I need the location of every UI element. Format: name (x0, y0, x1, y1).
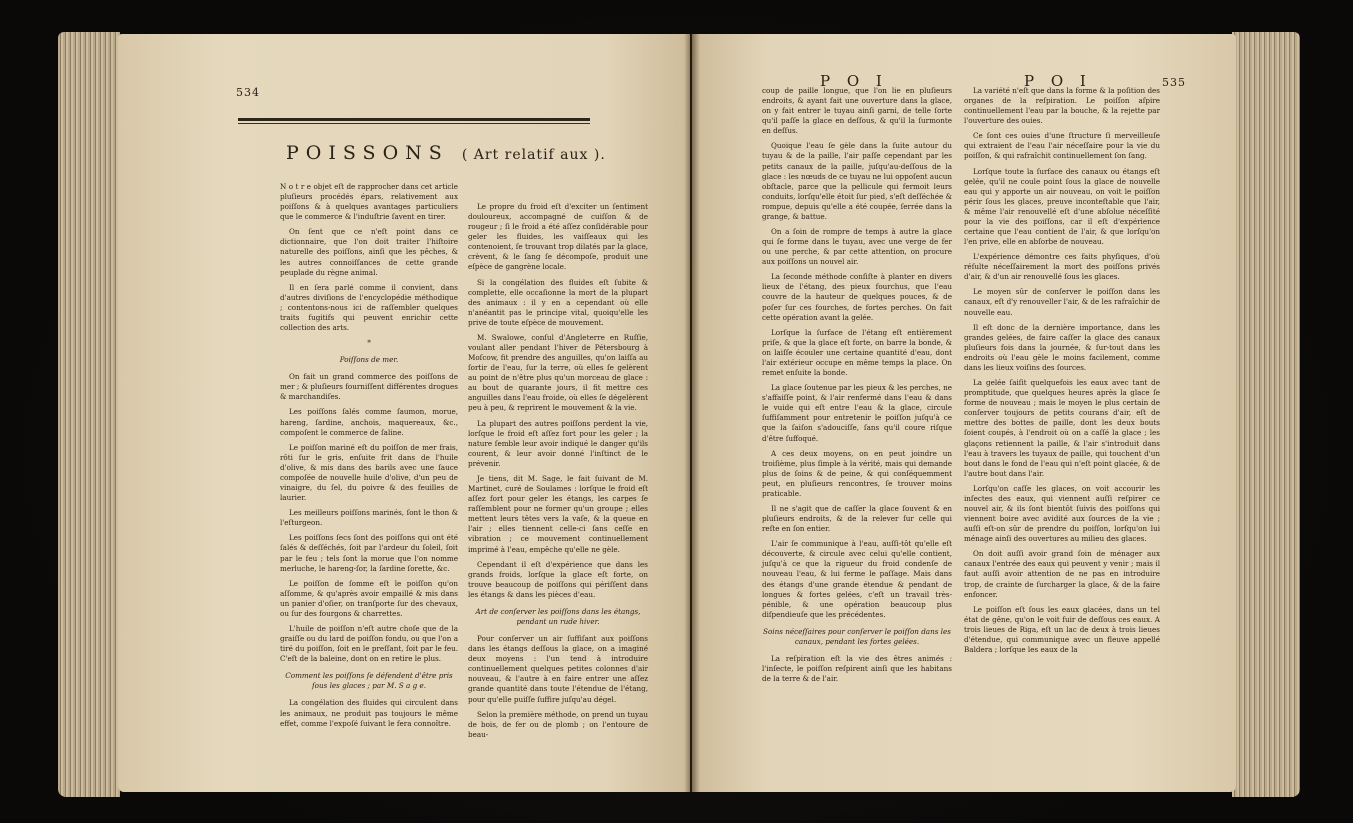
paragraph: Il eſt donc de la dernière importance, dans les grandes gelées, de faire caſſer la glace des canaux pluſieurs fois dans la journée, & ſur-tout dans les endroits où l'eau gèle le moins facilement, comme dans les lieux voiſins des ſources. (964, 322, 1160, 372)
paragraph: On ſent que ce n'eſt point dans ce dictionnaire, que l'on doit traiter l'hiſtoire naturelle des poiſſons, ainſi que les pêches, & les autres connoiſſances de cette grande peuplade du règne animal. (280, 227, 458, 277)
paragraph: Le poiſſon de ſomme eſt le poiſſon qu'on aſſomme, & qu'après avoir empaillé & mis dans un panier d'oſier, on tranſporte ſur des chevaux, ou ſur des fourgons & charrettes. (280, 578, 458, 618)
paragraph: La congélation des fluides qui circulent dans les animaux, ne produit pas toujours le même effet, comme l'expoſé ſuivant le fera connoître. (280, 698, 458, 728)
left-page-edges (58, 32, 120, 797)
right-page (692, 34, 1236, 792)
paragraph: La variété n'eſt que dans la forme & la poſition des organes de la reſpiration. Le poiſſon aſpire continuellement l'eau par la bouche, & la rejette par l'ouverture des ouies. (964, 86, 1160, 126)
paragraph: Les poiſſons ſalés comme ſaumon, morue, hareng, ſardine, anchois, maquereaux, &c., compoſent le commerce de ſaline. (280, 407, 458, 437)
section-heading: Comment les poiſſons ſe défendent d'être pris ſous les glaces ; par M. S a g e. (285, 671, 453, 691)
right-page-edges (1232, 32, 1300, 797)
paragraph: On doit auſſi avoir grand ſoin de ménager aux canaux l'entrée des eaux qui peuvent y venir ; mais il faut auſſi avoir attention de ne pas en introduire trop, de crainte de ſurcharger la glace, & de la faire enfoncer. (964, 549, 1160, 599)
paragraph: La gelée ſaiſit quelquefois les eaux avec tant de promptitude, que quelques heures après la glace ſe forme de nouveau ; mais le moyen le plus certain de conſerver toujours de petits courans d'air, eſt de mettre des bottes de paille, dont les deux bouts ſoient coupés, à l'endroit où on a caſſé la glace ; les glaçons retiennent la paille, & l'air s'introduit dans l'eau à travers les tuyaux de paille, qui touchent d'un bout dans le fond de l'eau qui n'eſt point glacée, & de l'autre bout dans l'air. (964, 378, 1160, 478)
right-page-number: 535 (1162, 76, 1186, 89)
right-column-2 (964, 86, 1160, 660)
paragraph: Il en ſera parlé comme il convient, dans d'autres diviſions de l'encyclopédie méthodique ; contentons-nous ici de raſſembler quelques traits fugitifs qui peuvent enrichir cette collection des arts. (280, 282, 458, 333)
paragraph: A ces deux moyens, on en peut joindre un troiſième, plus ſimple à la vérité, mais qui demande plus de ſoins & de peine, & qui conſéquemment peut, en pluſieurs rencontres, ſe trouver moins praticable. (762, 448, 952, 498)
paragraph: L'air ſe communique à l'eau, auſſi-tôt qu'elle eſt découverte, & circule avec celui qu'elle contient, juſqu'à ce que la rigueur du froid condenſe de nouveau l'eau, & lui ferme le paſſage. Mais dans des étangs d'une grande étendue & pendant de longues & fortes gelées, c'eſt un travail très-pénible, & une opération beaucoup plus diſpendieuſe que les précédentes. (762, 539, 952, 619)
paragraph: Quoique l'eau ſe gèle dans la ſuite autour du tuyau & de la paille, l'air paſſe cependant par les petits canaux de la paille, juſqu'au-deſſous de la glace : les nœuds de ce tuyau ne lui oppoſent aucun obſtacle, parce que la pellicule qui fermoit leurs conduits, lorſqu'elle étoit ſur pied, s'eſt deſſéchée & rompue, depuis qu'elle a été coupée, ſerrée dans la grange, & battue. (762, 141, 952, 221)
paragraph: Il ne s'agit que de caſſer la glace ſouvent & en pluſieurs endroits, & de la relever ſur celle qui reſte en ſon entier. (762, 503, 952, 534)
paragraph: Les poiſſons ſecs ſont des poiſſons qui ont été ſalés & deſſéchés, ſoit par l'ardeur du ſoleil, ſoit par le feu ; tels ſont la morue que l'on nomme merluche, le hareng-ſor, la ſardine ſorette, &c. (280, 533, 458, 573)
running-head-left: P O I (820, 72, 888, 90)
section-heading: Poiſſons de mer. (339, 355, 399, 365)
paragraph: La plupart des autres poiſſons perdent la vie, lorſque le froid eſt aſſez fort pour les geler ; la nature ſemble leur avoir indiqué le danger qu'ils courent, & leur avoir donné l'inſtinct de le prévenir. (468, 418, 648, 468)
title-sub: ( Art relatif aux ). (461, 147, 606, 163)
paragraph: La glace ſoutenue par les pieux & les perches, ne s'affaiſſe point, & l'air renfermé dans l'eau & dans le vuide qui eſt entre l'eau & la glace, circule ſuffiſamment pour entretenir le poiſſon juſqu'à ce que la ſaiſon s'adouciſſe, ſans qu'il coure riſque d'être ſuffoqué. (762, 383, 952, 443)
right-column-1 (762, 86, 952, 689)
paragraph: Selon la première méthode, on prend un tuyau de bois, de fer ou de plomb ; on l'entoure de beau- (468, 709, 648, 739)
paragraph: L'expérience démontre ces faits phyſiques, d'où réſulte néceſſairement la mort des poiſſons privés d'air, & d'un air renouvellé ſous les glaces. (964, 252, 1160, 282)
title-main: POISSONS (286, 142, 449, 164)
paragraph: Lorſque la ſurface de l'étang eſt entièrement priſe, & que la glace eſt forte, on barre la bonde, & on laiſſe écouler une certaine quantité d'eau, dont l'air extérieur occupe en même temps la place. On remet enſuite la bonde. (762, 327, 952, 378)
left-column-1 (280, 182, 458, 734)
paragraph: Lorſque toute la ſurface des canaux ou étangs eſt gelée, qu'il ne coule point ſous la glace de nouvelle eau qui y apporte un air nouveau, on voit le poiſſon périr ſous les glaces, preuve inconteſtable que l'air, & même l'air renouvellé eſt d'une abſolue néceſſité pour la vie des poiſſons, car il eſt d'expérience certaine que l'eau contient de l'air, & que lorſqu'on l'en prive, elle en abſorbe de nouveau. (964, 166, 1160, 247)
paragraph: La reſpiration eſt la vie des êtres animés : l'inſecte, le poiſſon reſpirent ainſi que les habitans de la terre & de l'air. (762, 653, 952, 684)
paragraph: Lorſqu'on caſſe les glaces, on voit accourir les inſectes des eaux, qui viennent auſſi reſpirer ce nouvel air, & ils ſont bientôt ſuivis des poiſſons qui viennent boire avec avidité aux ſources de la vie ; auſſi eſt-on sûr de prendre du poiſſon, lorſqu'on lui ménage ainſi des ouvertures au milieu des glaces. (964, 483, 1160, 544)
paragraph: On a ſoin de rompre de temps à autre la glace qui ſe forme dans le tuyau, avec une verge de fer ou une perche, & par cette attention, on procure aux poiſſons un nouvel air. (762, 227, 952, 267)
left-page-number: 534 (236, 86, 260, 99)
paragraph: Le moyen sûr de conſerver le poiſſon dans les canaux, eſt d'y renouveller l'air, & de les rafraîchir de nouvelle eau. (964, 287, 1160, 317)
book-gutter (684, 34, 700, 792)
paragraph: On fait un grand commerce des poiſſons de mer ; & pluſieurs fourniſſent différentes drogues & marchandiſes. (280, 372, 458, 402)
paragraph: N o t r e objet eſt de rapprocher dans cet article pluſieurs procédés épars, relativement aux poiſſons & à quelques avantages particuliers que le commerce & l'induſtrie ſavent en tirer. (280, 182, 458, 222)
paragraph: La ſeconde méthode conſiſte à planter en divers lieux de l'étang, des pieux fourchus, que l'eau couvre de la hauteur de quelques pouces, & de poſer ſur ces fourches, de fortes perches. On fait cette opération avant la gelée. (762, 272, 952, 322)
paragraph: Si la congélation des fluides eſt ſubite & complette, elle occaſionne la mort de la plupart des animaux : il y en a cependant où elle n'anéantit pas le principe vital, quoiqu'elle les prive de toute eſpèce de mouvement. (468, 277, 648, 327)
paragraph: Les meilleurs poiſſons marinés, ſont le thon & l'eſturgeon. (280, 508, 458, 528)
header-rule-thin (238, 123, 590, 124)
paragraph: Cependant il eſt d'expérience que dans les grands froids, lorſque la glace eſt forte, on trouve beaucoup de poiſſons qui périſſent dans les étangs & dans les pièces d'eau. (468, 559, 648, 599)
left-page (118, 34, 690, 792)
paragraph: Je tiens, dit M. Sage, le fait ſuivant de M. Martinet, curé de Soulames : lorſque le froid eſt aſſez fort pour geler les étangs, les carpes ſe raſſemblent pour ne former qu'un groupe ; elles mettent leurs têtes vers la vaſe, & la queue en l'air ; elles tiennent celle-ci ſans ceſſe en vibration ; ce mouvement continuellement imprimé à l'eau, empêche qu'elle ne gèle. (468, 473, 648, 554)
ornament: * (367, 338, 371, 348)
paragraph: Le poiſſon eſt ſous les eaux glacées, dans un tel état de gêne, qu'on le voit fuir de deſſous ces eaux. A trois lieues de Riga, eſt un lac de deux à trois lieues d'étendue, qui communique avec un fleuve appellé Baldera ; lorſque les eaux de la (964, 604, 1160, 654)
left-column-2 (468, 202, 648, 745)
paragraph: Pour conſerver un air ſuffiſant aux poiſſons dans les étangs deſſous la glace, on a imaginé deux moyens : l'un tend à introduire continuellement quelques petites colonnes d'air nouveau, & l'autre à en faire entrer une aſſez grande quantité dans toute l'étendue de l'étang, pour qu'elle puiſſe ſuffire juſqu'au dégel. (468, 634, 648, 704)
paragraph: M. Swalowe, conſul d'Angleterre en Ruſſie, voulant aller pendant l'hiver de Pétersbourg à Moſcow, fit prendre des anguilles, qu'on laiſſa au ſortir de l'eau, ſur la terre, où elles ſe gelèrent au point de n'être plus qu'un morceau de glace : au bout de quarante jours, il fit mettre ces anguilles dans l'eau froide, où elles ſe dégelèrent peu à peu, & reprirent le mouvement & la vie. (468, 332, 648, 413)
header-rule (238, 118, 590, 121)
article-title (286, 142, 606, 164)
paragraph: Ce ſont ces ouies d'une ſtructure ſi merveilleuſe qui extraient de l'eau l'air néceſſaire pour la vie du poiſſon, & qui rafraîchit continuellement ſon ſang. (964, 131, 1160, 161)
section-heading: Art de conſerver les poiſſons dans les étangs, pendant un rude hiver. (475, 606, 641, 626)
section-heading: Soins néceſſaires pour conſerver le poiſſon dans les canaux, pendant les fortes gelées. (763, 626, 951, 646)
paragraph: Le poiſſon mariné eſt du poiſſon de mer frais, rôti ſur le gris, enſuite frit dans de l'huile d'olive, & mis dans des barils avec une ſauce compoſée de nouvelle huile d'olive, d'un peu de vinaigre, du ſel, du poivre & des feuilles de laurier. (280, 442, 458, 503)
paragraph: L'huile de poiſſon n'eſt autre choſe que de la graiſſe ou du lard de poiſſon fondu, ou que l'on a tiré du poiſſon, ſoit en le preſſant, ſoit par le feu. C'eſt de la baleine, dont on en retire le plus. (280, 623, 458, 664)
paragraph: Le propre du froid eſt d'exciter un ſentiment douloureux, accompagné de cuiſſon & de rougeur ; ſi le froid a été aſſez conſidérable pour geler les fluides, les vaiſſeaux qui les contenoient, ſe trouvant trop dilatés par la glace, crèvent, & le ſang ſe décompoſe, produit une eſpèce de gangrène locale. (468, 202, 648, 272)
paragraph: coup de paille longue, que l'on lie en pluſieurs endroits, & ayant fait une ouverture dans la glace, on y fait entrer le tuyau ainſi garni, de telle ſorte qu'il paſſe la glace en deſſous, & qu'il la ſurmonte en deſſus. (762, 86, 952, 136)
running-head-right: P O I (1024, 72, 1092, 90)
